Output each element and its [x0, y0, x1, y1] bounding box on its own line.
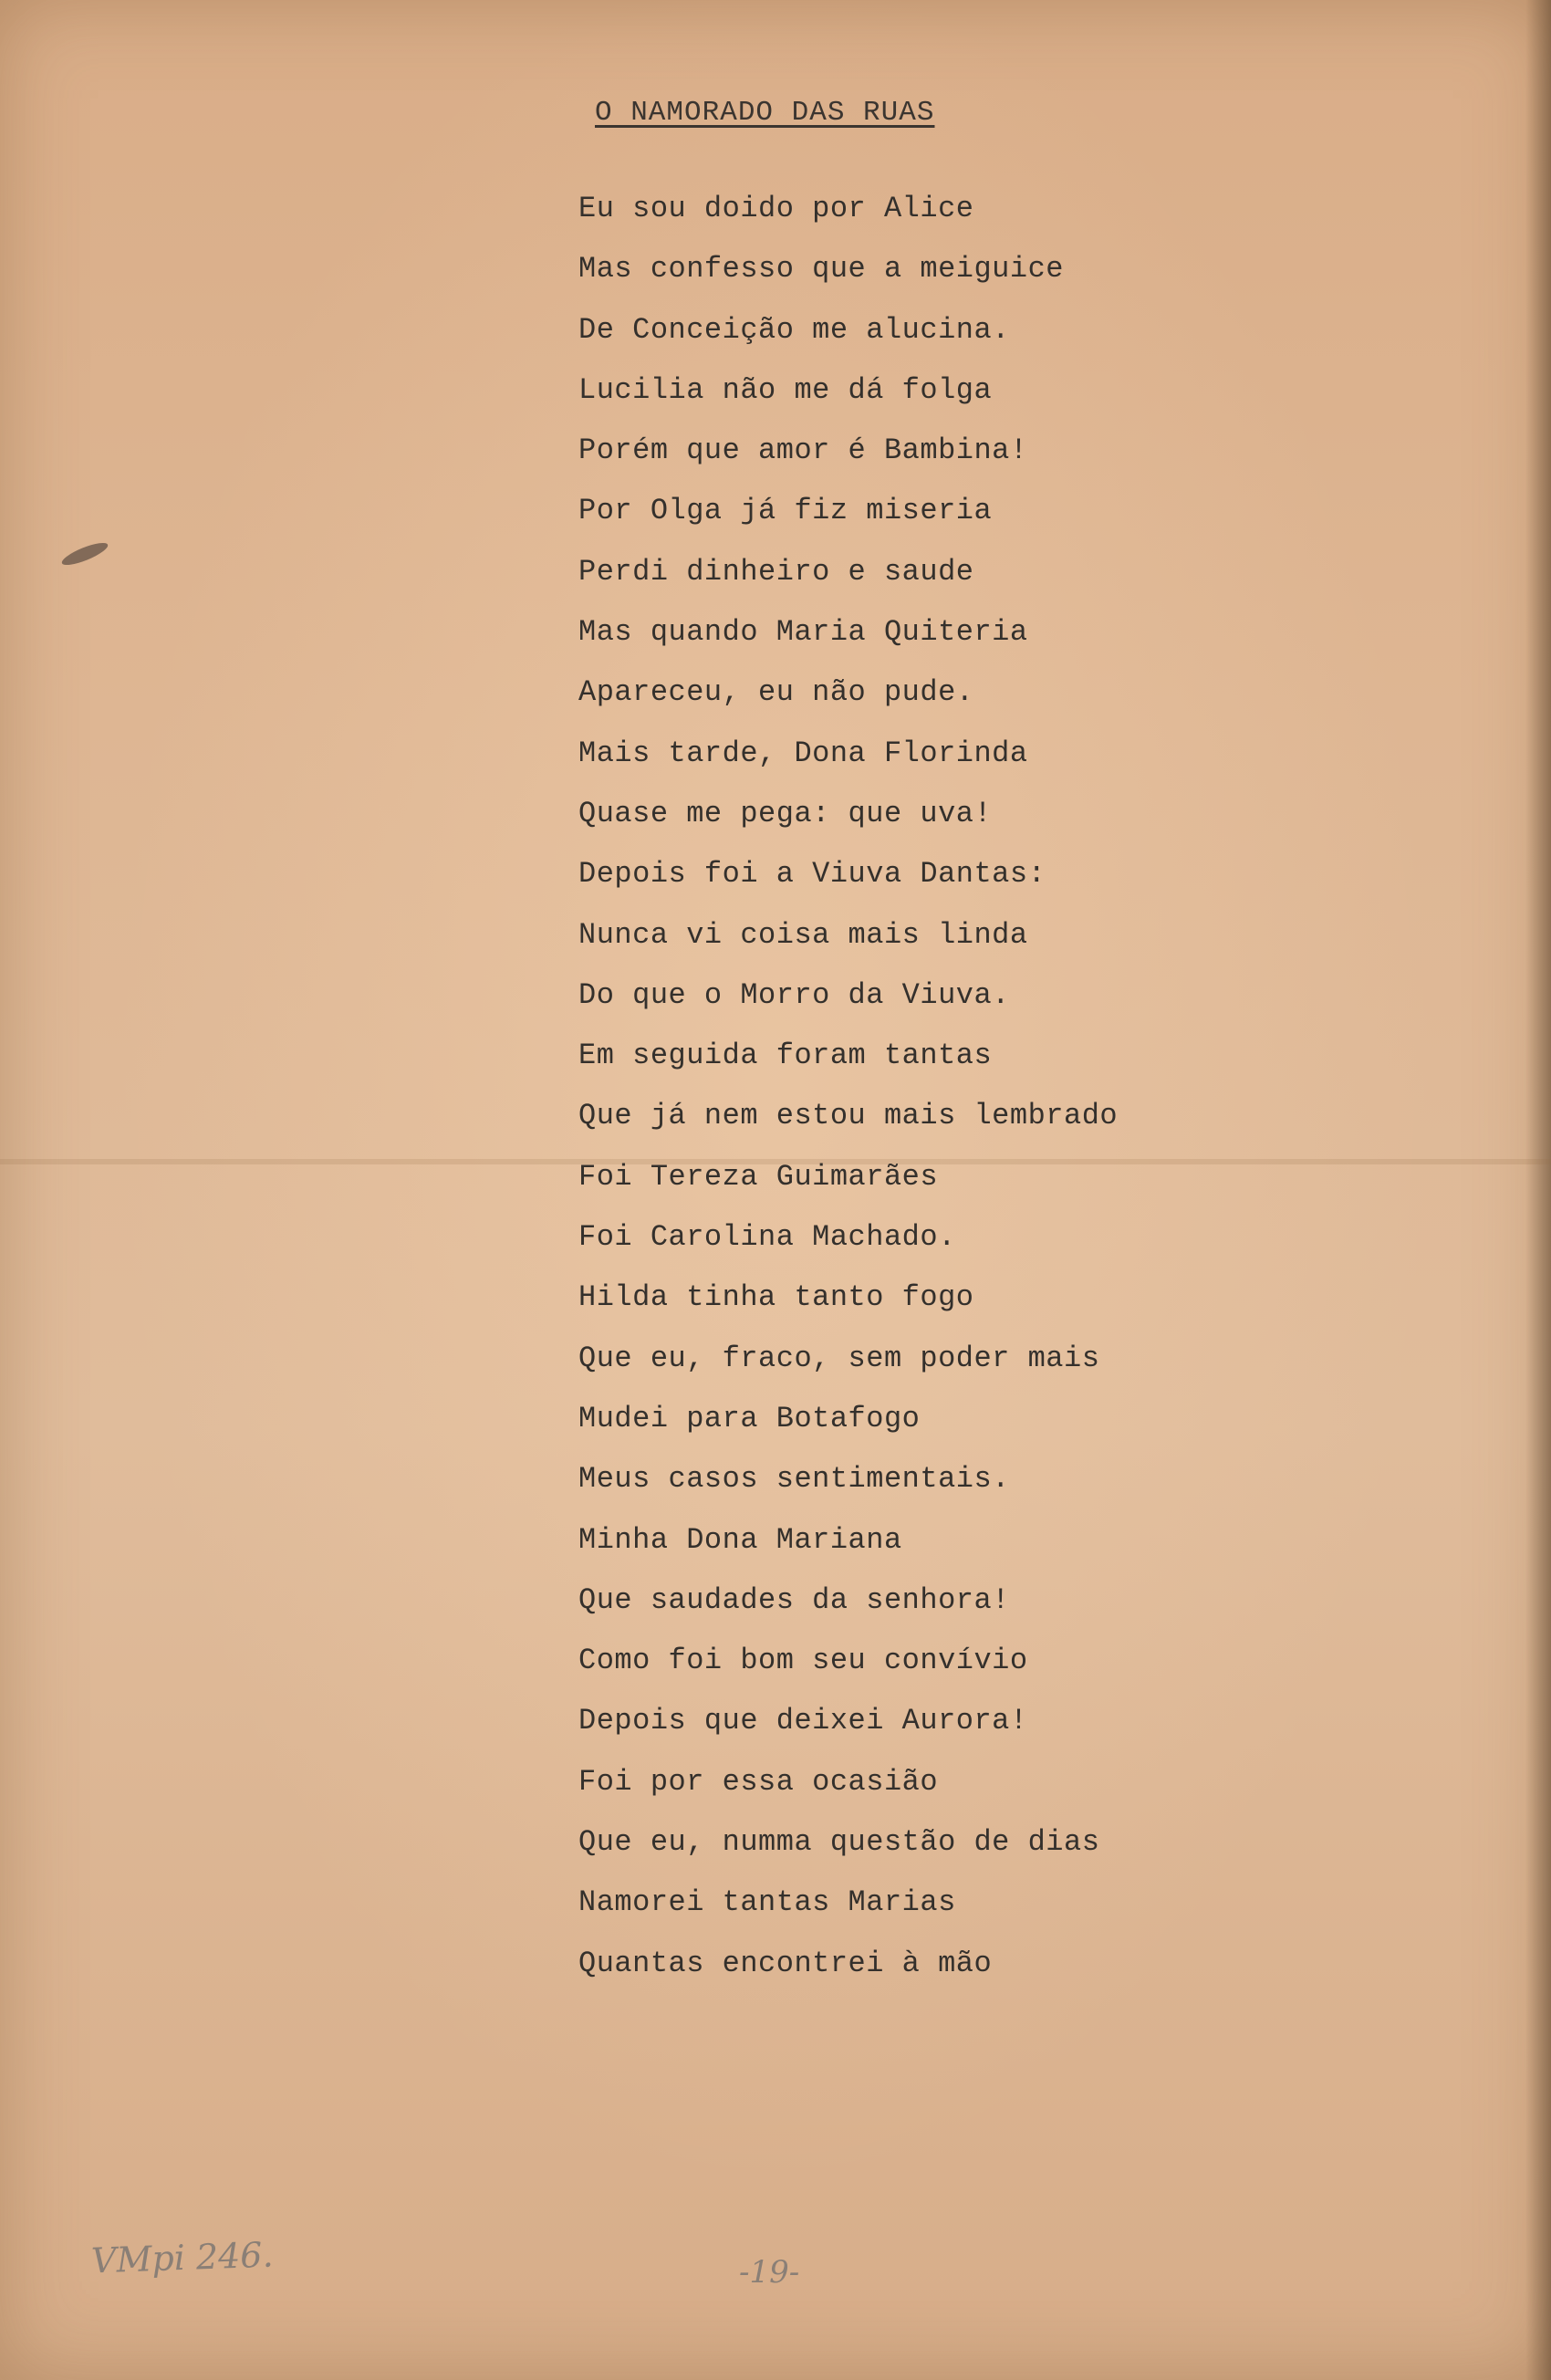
poem-line: Que eu, fraco, sem poder mais: [578, 1341, 1100, 1375]
poem-line: Que já nem estou mais lembrado: [578, 1099, 1119, 1133]
poem-line: De Conceição me alucina.: [578, 312, 1010, 347]
poem-line: Que saudades da senhora!: [578, 1582, 1010, 1617]
poem-line: Quantas encontrei à mão: [578, 1946, 993, 1980]
poem-line: Depois que deixei Aurora!: [578, 1704, 1028, 1738]
poem-line: Em seguida foram tantas: [578, 1039, 993, 1073]
poem-line: Mas confesso que a meiguice: [578, 252, 1064, 287]
poem-line: Foi Tereza Guimarães: [578, 1159, 939, 1194]
poem-line: Hilda tinha tanto fogo: [578, 1280, 974, 1315]
page-number: -19-: [739, 2254, 800, 2291]
poem-line: Foi Carolina Machado.: [578, 1220, 956, 1255]
catalog-note: VMpi 246.: [90, 2234, 275, 2281]
poem-line: Porém que amor é Bambina!: [578, 433, 1028, 468]
poem-line: Lucilia não me dá folga: [578, 372, 993, 407]
page-edge-shadow: [1525, 0, 1551, 2380]
poem-line: Foi por essa ocasião: [578, 1764, 939, 1799]
poem-title: O NAMORADO DAS RUAS: [595, 97, 935, 129]
poem-line: Perdi dinheiro e saude: [578, 554, 974, 589]
poem-line: Apareceu, eu não pude.: [578, 675, 974, 710]
poem-line: Mudei para Botafogo: [578, 1401, 921, 1435]
poem-line: Mas quando Maria Quiteria: [578, 615, 1028, 650]
poem-line: Namorei tantas Marias: [578, 1885, 956, 1920]
poem-line: Quase me pega: que uva!: [578, 796, 993, 830]
ink-smudge: [59, 538, 109, 569]
poem-line: Meus casos sentimentais.: [578, 1462, 1010, 1497]
poem-line: Que eu, numma questão de dias: [578, 1825, 1100, 1860]
poem-line: Mais tarde, Dona Florinda: [578, 736, 1028, 770]
poem-line: Depois foi a Viuva Dantas:: [578, 857, 1046, 892]
poem-lines: [578, 186, 1272, 2001]
poem-line: Minha Dona Mariana: [578, 1522, 902, 1557]
poem-line: Do que o Morro da Viuva.: [578, 977, 1010, 1012]
poem-line: Eu sou doido por Alice: [578, 192, 974, 225]
poem-line: Nunca vi coisa mais linda: [578, 917, 1028, 952]
poem-line: Por Olga já fiz miseria: [578, 494, 993, 528]
poem-line: Como foi bom seu convívio: [578, 1644, 1028, 1678]
